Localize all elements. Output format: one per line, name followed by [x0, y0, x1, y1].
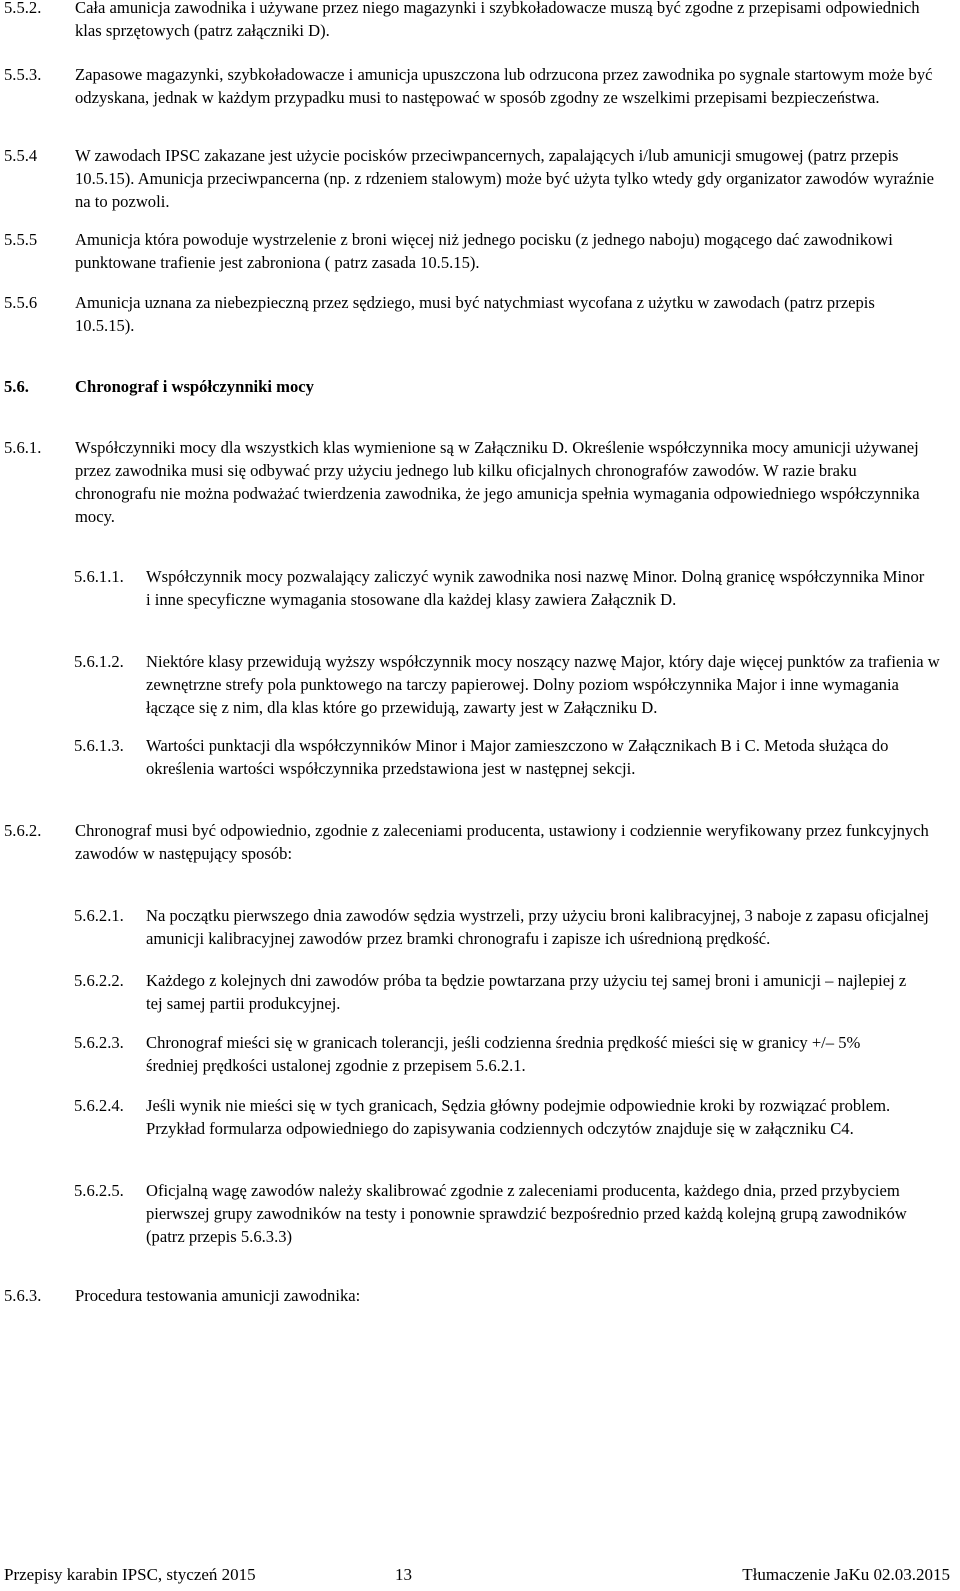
paragraph-text: Amunicja uznana za niebezpieczną przez sędziego, musi być natychmiast wycofana z użytku w zawodach (patrz przepis 10.5.15).	[75, 293, 875, 335]
paragraph-text: Amunicja która powoduje wystrzelenie z broni więcej niż jednego pocisku (z jednego naboju) mogącego dać zawodnikowi punktowane trafienie jest zabroniona ( patrz zasada 10.5.15).	[75, 230, 893, 272]
paragraph-number: 5.6.2.4.	[74, 1096, 124, 1115]
paragraph-number: 5.6.2.3.	[74, 1033, 124, 1052]
paragraph-number: 5.5.6	[4, 293, 38, 312]
paragraph-text: Cała amunicja zawodnika i używane przez niego magazynki i szybkoładowacze muszą być zgodne z przepisami odpowiednich klas sprzętowych (patrz załączniki D).	[75, 0, 920, 40]
footer-right-text: Tłumaczenie JaKu 02.03.2015	[742, 1565, 950, 1584]
paragraph-text: Niektóre klasy przewidują wyższy współczynnik mocy noszący nazwę Major, który daje więcej punktów za trafienia w zewnętrzne strefy pola punktowego na tarczy papierowej. Dolny poziom współczynnika Major i inne wymagania łączące się z nim, dla klas które go przewidują, zawarty jest w Załączniku D.	[146, 652, 940, 717]
paragraph-text: Chronograf mieści się w granicach tolerancji, jeśli codzienna średnia prędkość mieści się w granicy +/– 5% średniej prędkości ustalonej zgodnie z przepisem 5.6.2.1.	[146, 1033, 861, 1075]
paragraph-text: Jeśli wynik nie mieści się w tych granicach, Sędzia główny podejmie odpowiednie kroki by rozwiązać problem. Przykład formularza odpowiedniego do zapisywania codziennych odczytów znajduje się w załączniku C4.	[146, 1096, 891, 1138]
paragraph-number: 5.6.1.1.	[74, 567, 124, 586]
paragraph-text: Zapasowe magazynki, szybkoładowacze i amunicja upuszczona lub odrzucona przez zawodnika po sygnale startowym może być odzyskana, jednak w każdym przypadku musi to następować w sposób zgodny ze wszelkimi przepisami bezpieczeństwa.	[75, 65, 933, 107]
paragraph-text: Chronograf musi być odpowiednio, zgodnie z zaleceniami producenta, ustawiony i codziennie weryfikowany przez funkcyjnych zawodów w następujący sposób:	[75, 821, 929, 863]
paragraph-number: 5.6.2.1.	[74, 906, 124, 925]
paragraph-number: 5.6.1.2.	[74, 652, 124, 671]
paragraph-text: Procedura testowania amunicji zawodnika:	[75, 1286, 361, 1305]
paragraph-number: 5.6.3.	[4, 1286, 42, 1305]
paragraph-number: 5.6.1.3.	[74, 736, 124, 755]
paragraph-text: Na początku pierwszego dnia zawodów sędzia wystrzeli, przy użyciu broni kalibracyjnej, 3 naboje z zapasu oficjalnej amunicji kalibracyjnej zawodów przez bramki chronografu i zapisze ich uśrednioną prędkość.	[146, 906, 929, 948]
paragraph-text: Wartości punktacji dla współczynników Minor i Major zamieszczono w Załącznikach B i C. Metoda służąca do określenia wartości współczynnika przedstawiona jest w następnej sekcji.	[146, 736, 889, 778]
section-title: Chronograf i współczynniki mocy	[75, 377, 314, 396]
paragraph-text: Współczynniki mocy dla wszystkich klas wymienione są w Załączniku D. Określenie współczynnika mocy amunicji używanej przez zawodnika musi się odbywać przy użyciu jednego lub kilku oficjalnych chronografów zawodów. W razie braku chronografu nie można podważać twierdzenia zawodnika, że jego amunicja spełnia wymagania odpowiedniego współczynnika mocy.	[75, 438, 920, 526]
paragraph-number: 5.5.2.	[4, 0, 42, 17]
paragraph-text: Oficjalną wagę zawodów należy skalibrować zgodnie z zaleceniami producenta, każdego dnia, przed przybyciem pierwszej grupy zawodników na testy i ponownie sprawdzić bezpośrednio przed każdą kolejną grupą zawodników (patrz przepis 5.6.3.3)	[146, 1181, 907, 1246]
footer-left-text: Przepisy karabin IPSC, styczeń 2015	[4, 1565, 256, 1584]
paragraph-number: 5.5.4	[4, 146, 38, 165]
paragraph-number: 5.6.2.5.	[74, 1181, 124, 1200]
paragraph-text: Każdego z kolejnych dni zawodów próba ta będzie powtarzana przy użyciu tej samej broni i amunicji – najlepiej z tej samej partii produkcyjnej.	[146, 971, 907, 1013]
paragraph-number: 5.5.3.	[4, 65, 42, 84]
page-footer	[4, 1563, 950, 1587]
paragraph-text: Współczynnik mocy pozwalający zaliczyć wynik zawodnika nosi nazwę Minor. Dolną granicę współczynnika Minor i inne specyficzne wymagania stosowane dla każdej klasy zawiera Załącznik D.	[146, 567, 925, 609]
paragraph-number: 5.6.2.2.	[74, 971, 124, 990]
paragraph-number: 5.6.2.	[4, 821, 42, 840]
section-number: 5.6.	[4, 377, 29, 396]
paragraph-number: 5.6.1.	[4, 438, 42, 457]
paragraph-number: 5.5.5	[4, 230, 38, 249]
paragraph-text: W zawodach IPSC zakazane jest użycie pocisków przeciwpancernych, zapalających i/lub amunicji smugowej (patrz przepis 10.5.15). Amunicja przeciwpancerna (np. z rdzeniem stalowym) może być użyta tylko wtedy gdy organizator zawodów wyraźnie na to pozwoli.	[75, 146, 935, 211]
page-number: 13	[395, 1565, 412, 1584]
